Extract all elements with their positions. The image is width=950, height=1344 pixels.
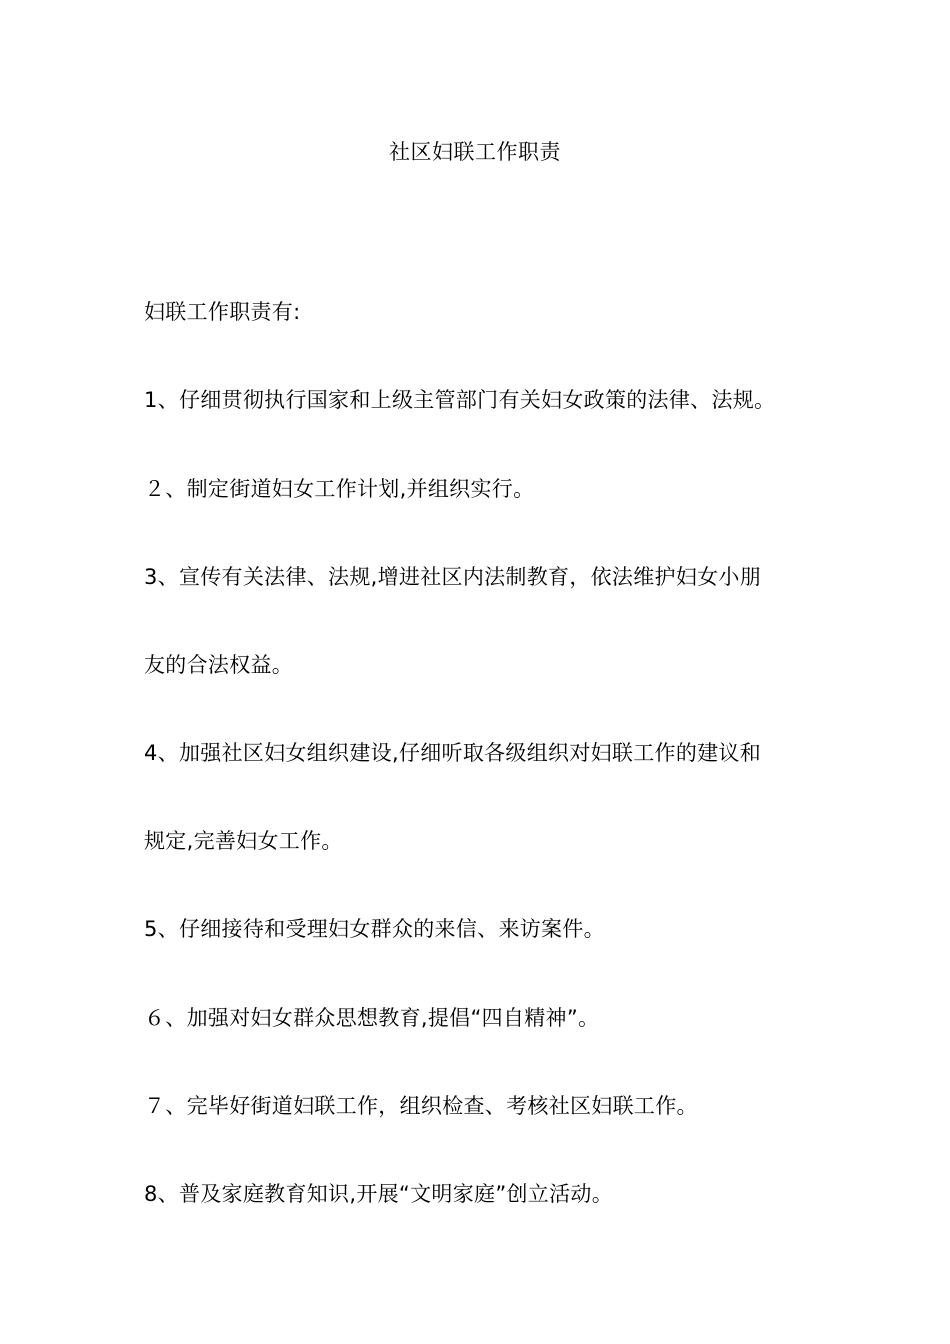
duty-item-3-line-2: 友的合法权益。 [144,653,294,677]
duty-item-3-line-1: 3、宣传有关法律、法规,增进社区内法制教育，依法维护妇女小朋 [144,565,762,589]
duty-item-4-line-2: 规定,完善妇女工作。 [144,829,343,853]
duty-item-2: ２、制定街道妇女工作计划,并组织实行。 [144,477,535,501]
intro-line: 妇联工作职责有: [144,300,301,324]
duty-item-5: 5、仔细接待和受理妇女群众的来信、来访案件。 [144,917,605,941]
duty-item-6: ６、加强对妇女群众思想教育,提倡“四自精神”。 [144,1006,600,1030]
duty-item-7: ７、完毕好街道妇联工作，组织检查、考核社区妇联工作。 [144,1094,698,1118]
document-title: 社区妇联工作职责 [389,140,561,164]
duty-item-1: 1、仔细贯彻执行国家和上级主管部门有关妇女政策的法律、法规。 [144,388,776,412]
duty-item-8: 8、普及家庭教育知识,开展“文明家庭”创立活动。 [144,1182,613,1206]
duty-item-4-line-1: 4、加强社区妇女组织建设,仔细听取各级组织对妇联工作的建议和 [144,741,762,765]
